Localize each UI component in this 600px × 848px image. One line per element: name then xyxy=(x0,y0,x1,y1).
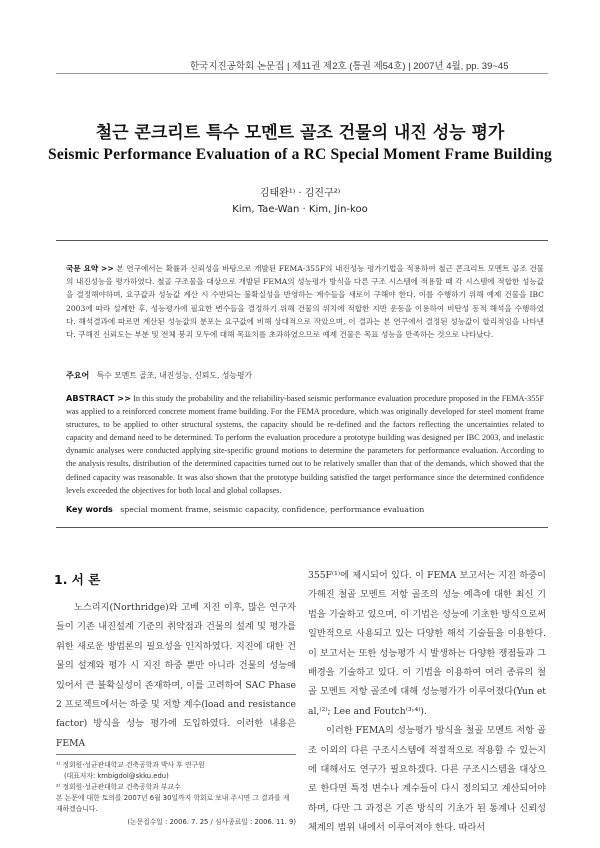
abstract-english-text: In this study the probability and the reliability-based seismic performance evaluation procedure proposed in the FEMA-355F was applied to a reinforced concrete moment frame building. For the FEMA procedure, which was originally developed for steel moment frame structures, to be applied to other structural systems, the capacity should be re-defined and the factors reflecting the uncertainties related to capacity and demand need to be determined. To perform the evaluation procedure a prototype building was designed per IBC 2003, and inelastic dynamic analyses were conducted applying site-specific ground motions to determine the parameters for performance evaluation. According to the analysis results, distribution of the determined capacities turned out to be relatively smaller than that of the demands, which showed that the defined capacity was reasonable. It was also shown that the prototype building satisfied the target performance since the determined confidence levels exceeded the objectives for both local and global collapses. xyxy=(66,394,545,495)
footnote-rule xyxy=(56,754,296,755)
title-korean: 철근 콘크리트 특수 모멘트 골조 건물의 내진 성능 평가 xyxy=(95,123,505,143)
abstract-korean-text: 본 연구에서는 확률과 신뢰성을 바탕으로 개발된 FEMA-355F의 내진성능 평가기법을 적용하여 철근 콘크리트 모멘트 골조 건물의 내진성능을 평가하였다. 철골 구조물을 대상으로 개발된 FEMA의 성능평가 방식을 다른 구조 시스템에 적용할 때 각 시스템에 적합한 성능값을 결정해야하며, 요구값과 성능값 계산 시 수반되는 불확실성을 반영하는 계수들을 새로이 구해야 한다. 이를 수행하기 위해 예제 건물을 IBC 2003에 따라 설계한 후, 성능평가에 필요한 변수들을 결정하기 위해 건물의 위치에 적합한 지반 운동을 이용하여 비탄성 동적 해석을 수행하였다. 해석결과에 따르면 계산된 성능값의 분포는 요구값에 비해 상대적으로 작았으며, 이 결과는 본 연구에서 결정된 성능값이 합리적임을 나타낸다. 구해진 신뢰도는 부분 및 전체 붕괴 모두에 대해 목표치를 초과하였으므로 예제 건물은 목표 성능을 만족하는 것으로 나타났다. xyxy=(66,264,544,340)
keywords-korean-label: 주요어 xyxy=(66,371,90,380)
footnote-2: ²⁾ 정회원·성균관대학교 건축공학과 부교수 xyxy=(56,783,181,791)
keywords-korean xyxy=(66,370,544,381)
keywords-english-text: special moment frame, seismic capacity, confidence, performance evaluation xyxy=(120,505,425,514)
footnotes xyxy=(56,760,296,828)
running-header: 한국지진공학회 논문집 | 제11권 제2호 (통권 제54호) | 2007년 4월, pp. 39~45 xyxy=(190,61,509,72)
keywords-english xyxy=(66,505,544,514)
abstract-bottom-rule xyxy=(56,527,548,528)
footnote-1: ¹⁾ 정회원·성균관대학교 건축공학과 박사 후 연구원 xyxy=(56,761,205,769)
abstract-korean-label: 국문 요약 >> xyxy=(66,264,114,273)
authors-english: Kim, Tae-Wan · Kim, Jin-koo xyxy=(232,204,368,215)
keywords-english-label: Key words xyxy=(66,505,113,514)
section-heading: 1. 서 론 xyxy=(54,572,101,587)
header-rule xyxy=(56,73,548,74)
abstract-english-label: ABSTRACT >> xyxy=(66,393,131,403)
left-paragraph: 노스리지(Northridge)와 고베 지진 이후, 많은 연구자들이 기존 내진설계 기준의 취약점과 건물의 설계 및 평가를 위한 새로운 방법론의 필요성을 인지하였다. 지진에 대한 건물의 설계와 평가 시 지진 하중 뿐만 아니라 건물의 성능에 있어서 큰 불확실성이 존재하며, 이를 고려하여 SAC Phase 2 프로젝트에서는 하중 및 저항 계수(load and resistance factor) 방식을 성능 평가에 도입하였다. 이러한 내용은 FEMA xyxy=(56,602,296,749)
authors-korean: 김태완¹⁾ · 김진구²⁾ xyxy=(259,188,341,199)
left-column xyxy=(56,598,296,753)
footnote-3: 본 논문에 대한 토의를 2007년 6월 30일까지 학회로 보내 주시면 그 결과를 게재하겠습니다. xyxy=(56,794,290,813)
keywords-korean-text: 특수 모멘트 골조, 내진성능, 신뢰도, 성능평가 xyxy=(96,371,253,380)
abstract-english xyxy=(66,392,544,497)
right-column xyxy=(308,566,546,838)
received-dates: (논문접수일 : 2006. 7. 25 / 심사종료일 : 2006. 11. 9) xyxy=(127,818,296,826)
abstract-top-rule xyxy=(56,240,548,241)
right-paragraph-1: 355F⁽¹⁾에 제시되어 있다. 이 FEMA 보고서는 지진 하중이 가해진 철골 모멘트 저항 골조의 성능 예측에 대한 최신 기법을 기술하고 있으며, 이 기법은 성능에 기초한 방식으로써 일반적으로 사용되고 있는 다양한 해석 기술들을 이용한다. 이 보고서는 또한 성능평가 시 발생하는 다양한 쟁점들과 그 배경을 기술하고 있다. 이 기법을 이용하여 여러 종류의 철골 모멘트 저항 골조에 대해 성능평가가 이루어졌다(Yun et al,⁽²⁾; Lee and Foutch⁽³˒⁴⁾). xyxy=(308,570,546,717)
footnote-1-contact: (대표저자: kmbigdol@skku.edu) xyxy=(64,772,169,780)
right-paragraph-2: 이러한 FEMA의 성능평가 방식을 철골 모멘트 저항 골조 이외의 다른 구조시스템에 적절적으로 적용할 수 있는지에 대해서도 연구가 필요하겠다. 다른 구조시스템을 대상으로 한다면 특정 변수나 계수들이 다시 정의되고 계산되어야 하며, 다만 그 과정은 기존 방식의 기초가 된 통계나 신뢰성 체계의 범위 내에서 이루어져야 한다. 따라서 xyxy=(308,725,546,834)
title-english: Seismic Performance Evaluation of a RC Special Moment Frame Building xyxy=(48,146,552,163)
abstract-korean xyxy=(66,262,544,341)
